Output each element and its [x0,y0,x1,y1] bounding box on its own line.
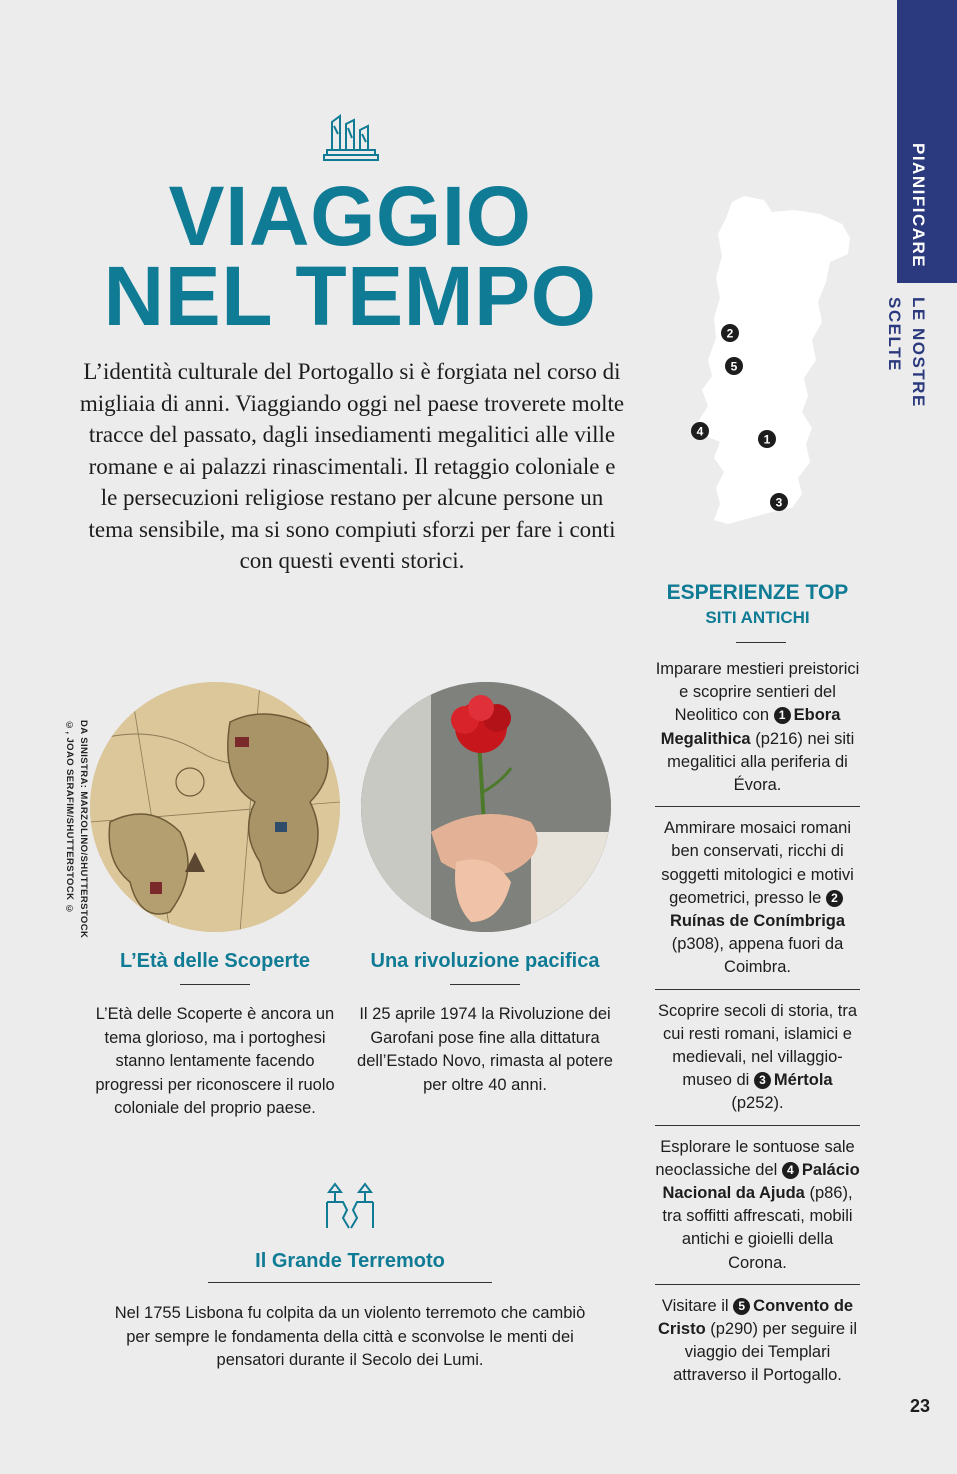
feature-text-discoveries: L’Età delle Scoperte è ancora un tema glorioso, ma i portoghesi stanno lentamente facendo progressi per riconoscere il ruolo coloniale del proprio paese. [95,1005,335,1117]
number-badge: 5 [733,1298,750,1315]
site-name: Ruínas de Conímbriga [669,912,846,931]
experience-item [655,806,860,988]
quake-title: Il Grande Terremoto [255,1250,445,1272]
map-marker-3 [770,493,788,511]
ruins-icon [322,112,380,162]
experience-text: Visitare il [661,1296,734,1315]
map-marker-1 [758,430,776,448]
experience-text: Esplorare le sontuose sale neoclassiche del [655,1137,855,1179]
carnation-photo [361,682,611,932]
experience-list [655,658,860,1397]
svg-text:1: 1 [763,432,771,447]
earthquake-icon [323,1180,377,1232]
experience-item [655,989,860,1125]
page-number: 23 [909,1396,931,1416]
site-name: Ebora Megalithica [660,706,841,748]
experience-text: Scoprire secoli di storia, tra cui resti romani, islamici e medievali, nel villaggio-museo di [658,1001,857,1090]
page-title [80,169,620,343]
title-line-2: NEL TEMPO [103,249,597,343]
svg-text:3: 3 [775,495,783,510]
experience-text: (p86), tra soffitti affrescati, mobili antichi e gioielli della Corona. [662,1184,853,1272]
divider [180,984,250,985]
antique-map-photo [90,682,340,932]
experience-item [655,1125,860,1284]
site-name: Mértola [773,1071,833,1090]
number-badge: 4 [782,1162,799,1179]
experience-item [655,1284,860,1397]
experience-text: Imparare mestieri preistorici e scoprire sentieri del Neolitico con [655,660,860,725]
experience-text: (p216) nei siti megalitici alla periferia di Évora. [667,729,855,795]
svg-text:4: 4 [696,424,704,439]
divider [450,984,520,985]
experience-text: (p290) per seguire il viaggio dei Templari attraverso il Portogallo. [673,1320,857,1385]
map-marker-5 [725,357,743,375]
top-heading-subtitle: SITI ANTICHI [705,608,810,627]
divider [736,642,786,643]
experience-text: (p252). [731,1094,784,1113]
title-line-1: VIAGGIO [168,169,532,263]
photo-credit: DA SINISTRA: MARZOLINO/SHUTTERSTOCK ©, JOAO SERAFIM/SHUTTERSTOCK © [64,720,89,939]
section-tab-label: PIANIFICARE [909,143,928,269]
portugal-shape [698,196,850,524]
quake-text: Nel 1755 Lisbona fu colpita da un violento terremoto che cambiò per sempre le fondamenta della città e sconvolse le menti dei pensatori durante il Secolo dei Lumi. [114,1304,586,1369]
experience-text: Ammirare mosaici romani ben conservati, ricchi di soggetti mitologici e motivi geometrici, presso le [661,819,854,907]
divider [208,1282,492,1283]
experience-item [655,658,860,806]
site-name: Palácio Nacional da Ajuda [662,1160,860,1203]
number-badge: 2 [826,890,843,907]
map-marker-2 [721,324,739,342]
number-badge: 3 [754,1072,771,1089]
svg-text:2: 2 [726,326,734,341]
experience-text: (p308), appena fuori da Coimbra. [671,935,844,977]
number-badge: 1 [774,707,791,724]
feature-text-revolution: Il 25 aprile 1974 la Rivoluzione dei Garofani pose fine alla dittatura dell’Estado Novo, rimasta al potere per oltre 40 anni. [357,1005,613,1094]
feature-title-discoveries: L’Età delle Scoperte [119,950,311,972]
feature-title-revolution: Una rivoluzione pacifica [370,950,600,972]
top-heading-title: ESPERIENZE TOP [666,581,849,604]
map-marker-4 [691,422,709,440]
site-name: Convento de Cristo [658,1296,854,1339]
intro-paragraph: L’identità culturale del Portogallo si è forgiata nel corso di migliaia di anni. Viaggiando oggi nel paese troverete molte tracce del passato, dagli insediamenti megalitici alle ville romane e ai palazzi rinascimentali. Il retaggio coloniale e le persecuzioni religiose restano per alcune persone un tema sensibile, ma si sono compiuti sforzi per fare i conti con questi eventi storici. [79,359,625,573]
top-experiences-heading [655,580,860,630]
subsection-label: LE NOSTRE SCELTE [885,297,928,408]
portugal-map [680,190,860,560]
svg-text:5: 5 [730,359,738,374]
